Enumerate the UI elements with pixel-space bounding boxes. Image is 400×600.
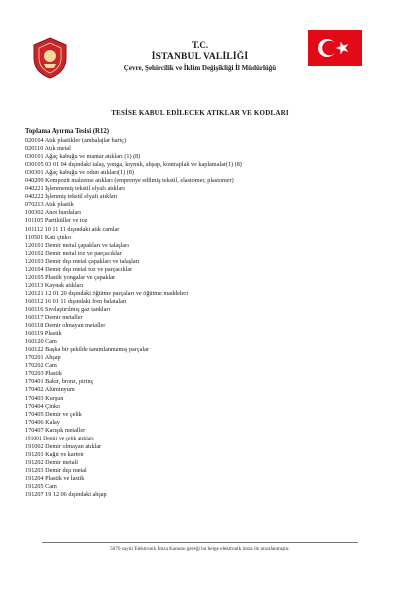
e-signature-notice: 5070 sayılı Elektronik İmza Kanunu gereği bu belge elektronik imza ile imzalanmıştır. [110,546,290,552]
list-item: 160112 16 01 11 dışındaki fren balataları [25,297,127,305]
document-title: TESİSE KABUL EDİLECEK ATIKLAR VE KODLARI [111,109,289,117]
waste-code-list [25,137,385,499]
list-item: 160118 Demir olmayan metaller [25,322,106,330]
list-item: 120105 Plastik yongalar ve çapaklar [25,273,116,281]
list-item: 191001 Demir ve çelik atıkları [25,435,94,442]
letterhead [90,40,310,73]
list-item: 030105 03 01 04 dışındaki talaş, yonga, kıymık, ahşap, kontraplak ve kaplamalar(1) (8) [25,161,242,169]
list-item: 040222 İşlenmiş tekstil elyafı atıkları [25,193,118,201]
list-item: 070213 Atık plastik [25,201,74,209]
footer-divider [42,542,358,543]
list-item: 191201 Kağıt ve karton [25,450,84,458]
list-item: 170203 Plastik [25,370,62,378]
list-item: 170406 Kalay [25,418,60,426]
list-item: 020104 Atık plastikler (ambalajlar hariç) [25,137,127,144]
ministry-emblem-icon [30,36,70,80]
list-item: 101105 Partiküller ve toz [25,217,88,225]
list-item: 170202 Cam [25,362,57,370]
list-item: 030101 Ağaç kabuğu ve mantar atıkları (1) (8) [25,153,141,161]
list-item: 170401 Bakır, bronz, pirinç [25,378,94,386]
list-item: 040221 İşlenmemiş tekstil elyafı atıkları [25,185,126,193]
header-line-2: İSTANBUL VALİLİĞİ [151,52,249,62]
list-item: 020110 Atık metal [25,145,71,153]
list-item: 120101 Demir metal çapakları ve talaşları [25,241,129,249]
list-item: 120113 Kaynak atıkları [25,281,84,289]
list-item: 191205 Cam [25,483,57,491]
list-item: 170201 Ahşap [25,354,61,362]
list-item: 120103 Demir dışı metal çapakları ve talaşları [25,257,140,265]
list-item: 191204 Plastik ve lastik [25,474,85,482]
list-item: 110501 Katı çinko [25,233,71,241]
list-item: 191203 Demir dışı metal [25,466,87,474]
section-title: Toplama Ayırma Tesisi (R12) [25,128,110,135]
list-item: 170405 Demir ve çelik [25,410,82,418]
header-line-3: Çevre, Şehircilik ve İklim Değişikliği İl Müdürlüğü [123,64,277,72]
list-item: 160119 Plastik [25,330,62,338]
list-item: 160117 Demir metaller [25,314,83,322]
list-item: 170402 Alüminyum [25,386,75,394]
list-item: 170404 Çinko [25,402,61,410]
list-item: 030301 Ağaç kabuğu ve odun atıkları(1) (8) [25,169,134,177]
list-item: 191202 Demir metali [25,458,78,466]
list-item: 120121 12 01 20 dışındaki öğütme parçaları ve öğütme maddeleri [25,289,189,297]
list-item: 191002 Demir olmayan atıklar [25,442,102,450]
list-item: 170407 Karışık metaller [25,426,86,434]
list-item: 170403 Kurşun [25,394,64,402]
list-item: 120104 Demir dışı metal toz ve parçacıklar [25,265,133,273]
list-item: 160116 Sıvılaştırılmış gaz tankları [25,305,111,313]
header-line-1: T.C. [191,40,209,50]
list-item: 120102 Demir metal toz ve parçacıklar [25,249,122,257]
list-item: 100302 Anot hurdaları [25,209,82,217]
list-item: 040209 Kompozit malzeme atıkları (emprenye edilmiş tekstil, elastomer, plastomer) [25,177,234,185]
turkish-flag-icon [308,30,362,66]
list-item: 160120 Cam [25,338,57,346]
list-item: 160122 Başka bir şekilde tanımlanmamış parçalar [25,346,149,354]
list-item: 191207 19 12 06 dışındaki ahşap [25,491,107,499]
list-item: 101112 10 11 11 dışındaki atık camlar [25,225,120,233]
